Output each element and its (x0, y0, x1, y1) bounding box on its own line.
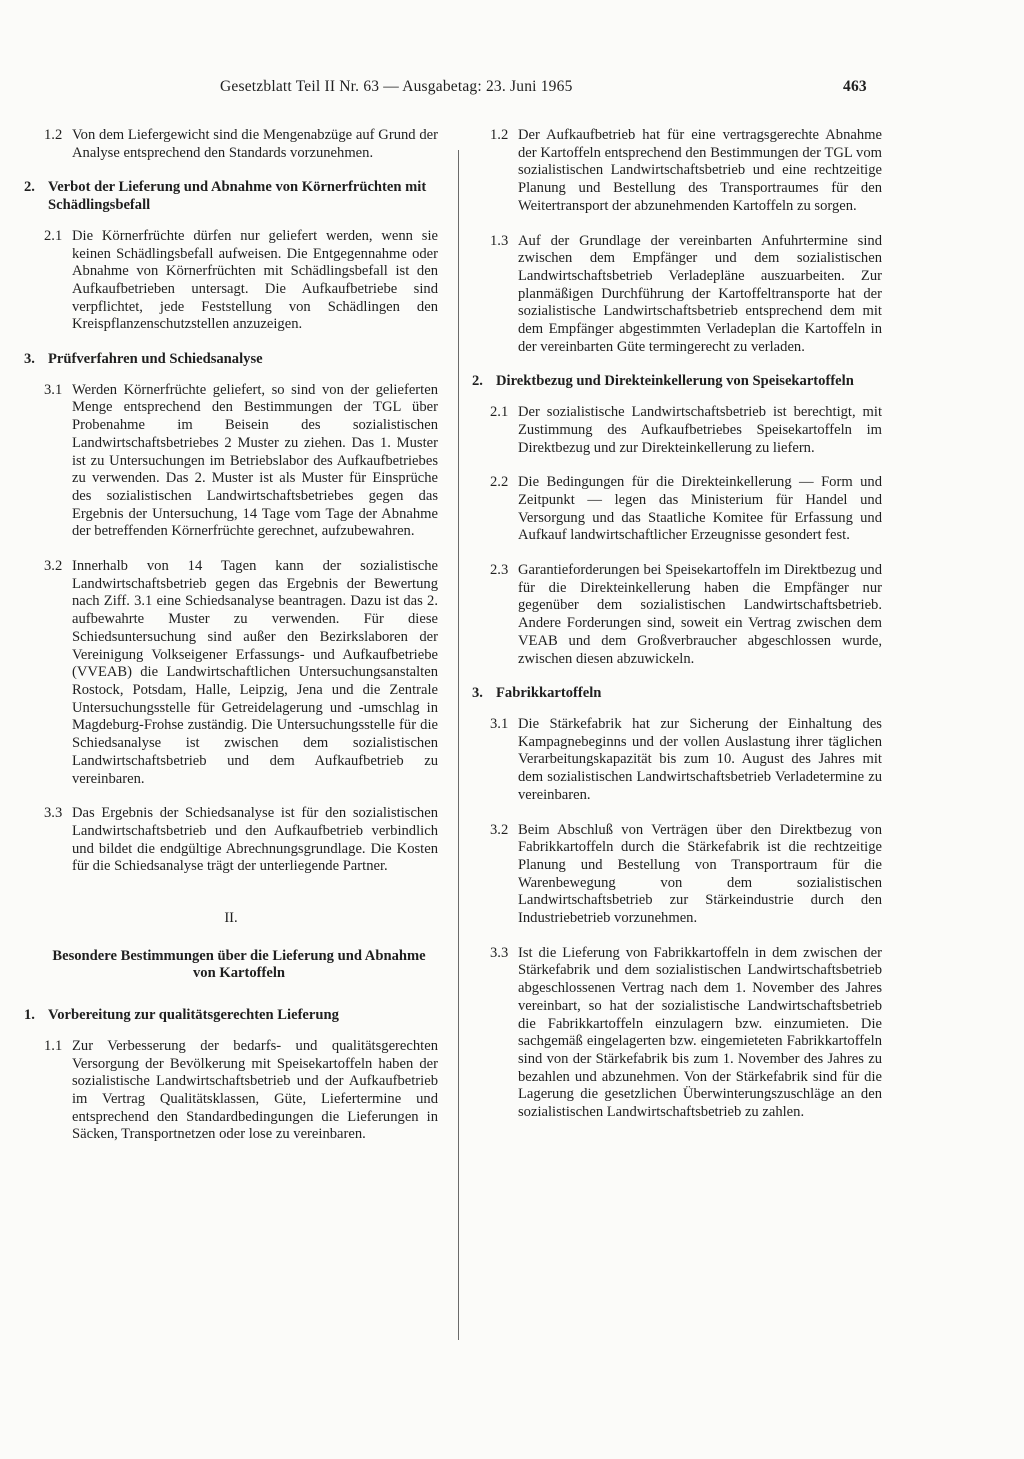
paragraph-text: Zur Verbesserung der bedarfs- und qualitätsgerechten Versorgung der Bevölkerung mit Speisekartoffeln haben der sozialistische Landwirtschaftsbetrieb und der Aufkaufbetrieb im Vertrag Qualitätsklassen, Güte, Liefertermine und entsprechend den Standardbedingungen die Lieferungen in Säcken, Transportnetzen oder lose zu vereinbaren. (72, 1037, 438, 1143)
page-header (220, 78, 870, 96)
paragraph-number: 1.3 (490, 232, 509, 249)
column-divider (458, 150, 459, 1340)
paragraph-text: Beim Abschluß von Verträgen über den Direktbezug von Fabrikkartoffeln durch die Stärkefabrik ist die rechtzeitige Planung und Bestellung von Transportraum für die Warenbewegung von dem sozialistischen Landwirtschaftsbetrieb zur Stärkeindustrie durch den Industriebetrieb vorzunehmen. (518, 821, 882, 927)
section-number: 2. (24, 179, 35, 196)
paragraph-number: 3.1 (490, 715, 509, 732)
paragraph (472, 474, 882, 545)
left-column (24, 127, 438, 1161)
section-heading (472, 685, 882, 703)
paragraph (472, 562, 882, 668)
section-number: 3. (24, 351, 35, 368)
section-title: Verbot der Lieferung und Abnahme von Körnerfrüchten mit Schädlingsbefall (48, 179, 427, 214)
paragraph-number: 3.2 (44, 558, 63, 575)
header-title: Gesetzblatt Teil II Nr. 63 — Ausgabetag: 23. Juni 1965 (220, 78, 573, 95)
paragraph-number: 3.2 (490, 821, 509, 838)
section-title: Fabrikkartoffeln (496, 685, 602, 702)
section-heading (24, 1007, 438, 1025)
paragraph-number: 1.2 (44, 127, 63, 143)
paragraph (24, 1038, 438, 1144)
paragraph-text: Auf der Grundlage der vereinbarten Anfuhrtermine sind zwischen dem Empfänger und dem sozialistischen Landwirtschaftsbetrieb Verladepläne auszuarbeiten. Zur planmäßigen Durchführung der Kartoffeltransporte hat der sozialistische Landwirtschaftsbetrieb entsprechend dem mit dem Empfänger abgestimmten Verladeplan die Kartoffeln in der vereinbarten Güte termingerecht zu verladen. (518, 232, 882, 355)
paragraph-text: Die Körnerfrüchte dürfen nur geliefert werden, wenn sie keinen Schädlingsbefall aufweisen. Die Entgegennahme oder Abnahme von Körnerfrüchten mit Schädlingsbefall ist den Aufkaufbetrieben untersagt. Die Aufkaufbetriebe sind verpflichtet, jede Feststellung von Schädlingen den Kreispflanzenschutzstellen anzuzeigen. (72, 227, 438, 333)
paragraph (472, 822, 882, 928)
paragraph (24, 805, 438, 876)
paragraph (472, 127, 882, 216)
paragraph-text: Der Aufkaufbetrieb hat für eine vertragsgerechte Abnahme der Kartoffeln entsprechend den Bestimmungen der TGL vom sozialistischen Landwirtschaftsbetrieb und eine rechtzeitige Planung und Bestellung des Transportraumes für den Weitertransport der abzunehmenden Kartoffeln zu sorgen. (518, 127, 882, 214)
paragraph-text: Von dem Liefergewicht sind die Mengenabzüge auf Grund der Analyse entsprechend den Standards vorzunehmen. (72, 127, 438, 161)
paragraph (24, 558, 438, 788)
paragraph-number: 2.1 (44, 227, 63, 244)
paragraph (472, 404, 882, 457)
section-heading (24, 351, 438, 369)
paragraph-number: 2.1 (490, 404, 509, 421)
right-column (472, 127, 882, 1139)
section-title: Direktbezug und Direkteinkellerung von Speisekartoffeln (496, 373, 854, 390)
paragraph (24, 382, 438, 541)
paragraph-number: 2.2 (490, 474, 509, 491)
paragraph-text: Die Stärkefabrik hat zur Sicherung der Einhaltung des Kampagnebeginns und der vollen Auslastung ihrer täglichen Verarbeitungskapazität bis zum 10. August des Jahres mit dem sozialistischen Landwirtschaftsbetrieb Verladetermine zu vereinbaren. (518, 715, 882, 803)
paragraph-text: Das Ergebnis der Schiedsanalyse ist für den sozialistischen Landwirtschaftsbetrieb und den Aufkaufbetrieb verbindlich und bildet die endgültige Abrechnungsgrundlage. Die Kosten für die Schiedsanalyse trägt der unterliegende Partner. (72, 805, 438, 875)
paragraph-number: 2.3 (490, 562, 509, 579)
paragraph-number: 3.3 (490, 944, 509, 961)
paragraph (24, 228, 438, 334)
chapter-title: Besondere Bestimmungen über die Lieferung und Abnahme von Kartoffeln (52, 947, 426, 982)
section-title: Prüfverfahren und Schiedsanalyse (48, 351, 263, 368)
paragraph-number: 3.1 (44, 381, 63, 398)
paragraph (472, 945, 882, 1122)
paragraph-text: Innerhalb von 14 Tagen kann der sozialistische Landwirtschaftsbetrieb gegen das Ergebnis der Bewertung nach Ziff. 3.1 eine Schiedsanalyse beantragen. Dazu ist das 2. aufbewahrte Muster zu verwenden. Für diese Schiedsuntersuchung sind außer den Bezirkslaboren der Vereinigung Volkseigener Erfassungs- und Aufkaufbetriebe (VVEAB) die Landwirtschaftlichen Untersuchungsanstalten Rostock, Potsdam, Halle, Leipzig, Jena und die Zentrale Untersuchungsstelle für Getreidelagerung und -umschlag in Magdeburg-Frohse zuständig. Die Untersuchungsstelle für die Schiedsanalyse ist zwischen dem sozialistischen Landwirtschaftsbetrieb und dem Aufkaufbetrieb zu vereinbaren. (72, 558, 438, 787)
paragraph (24, 127, 438, 162)
paragraph-number: 3.3 (44, 805, 63, 822)
paragraph-number: 1.2 (490, 127, 509, 143)
chapter-number: II. (224, 910, 238, 927)
paragraph-text: Ist die Lieferung von Fabrikkartoffeln in dem zwischen der Stärkefabrik und dem sozialistischen Landwirtschaftsbetrieb abgeschlossenen Vertrag nach dem 1. November des Jahres vereinbart, so hat der sozialistische Landwirtschaftsbetrieb die Fabrikkartoffeln einzulagern bzw. einzumieten. Die sachgemäß eingelagerten bzw. eingemieteten Fabrikkartoffeln sind von der Stärkefabrik bis zum 1. November des Jahres zu bezahlen und abzunehmen. Von der Stärkefabrik sind für die Lagerung die gesetzlichen Überwinterungszuschläge an den sozialistischen Landwirtschaftsbetrieb zu zahlen. (518, 944, 882, 1121)
section-title: Vorbereitung zur qualitätsgerechten Lieferung (48, 1007, 339, 1024)
paragraph-text: Der sozialistische Landwirtschaftsbetrieb ist berechtigt, mit Zustimmung des Aufkaufbetriebes Speisekartoffeln im Direktbezug und zur Direkteinkellerung zu liefern. (518, 404, 882, 456)
page-number: 463 (843, 78, 867, 95)
paragraph-text: Werden Körnerfrüchte geliefert, so sind von der gelieferten Menge entsprechend den Bestimmungen der TGL über Probenahme im Beisein des sozialistischen Landwirtschaftsbetriebes 2 Muster zu ziehen. Das 1. Muster ist zu Untersuchungen im Betriebslabor des Aufkaufbetriebes zu verwenden. Das 2. Muster ist als Muster für Einsprüche des sozialistischen Landwirtschaftsbetriebes gegen das Ergebnis der Untersuchung, 14 Tage vom Tage der Abnahme der betreffenden Körnerfrüchte gerechnet, aufzubewahren. (72, 381, 438, 540)
section-number: 3. (472, 685, 483, 702)
section-number: 1. (24, 1007, 35, 1024)
paragraph-number: 1.1 (44, 1037, 63, 1054)
paragraph-text: Die Bedingungen für die Direkteinkellerung — Form und Zeitpunkt — legen das Ministerium für Handel und Versorgung und das Staatliche Komitee für Erfassung und Aufkauf landwirtschaftlicher Erzeugnisse gesondert fest. (518, 474, 882, 544)
paragraph (472, 716, 882, 805)
section-heading (472, 373, 882, 391)
section-heading (24, 179, 438, 214)
paragraph-text: Garantieforderungen bei Speisekartoffeln im Direktbezug und für die Direkteinkellerung haben die Empfänger nur gegenüber dem sozialistischen Landwirtschaftsbetrieb. Andere Forderungen sind, soweit ein Vertrag zwischen dem VEAB und dem Großverbraucher abgeschlossen wurde, zwischen diesen abzuwickeln. (518, 562, 882, 667)
section-number: 2. (472, 373, 483, 390)
paragraph (472, 233, 882, 357)
